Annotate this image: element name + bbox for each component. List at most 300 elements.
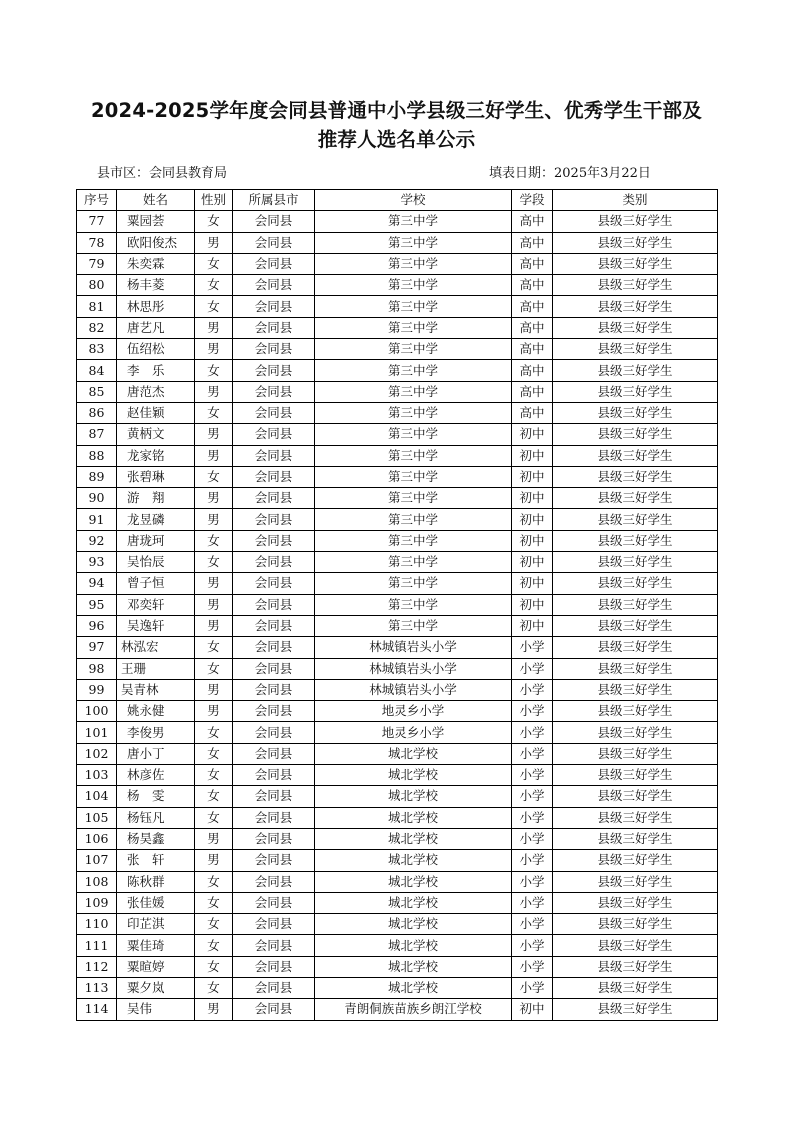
table-row [77,871,718,892]
cell-stage: 高中 [512,253,553,274]
cell-county: 会同县 [233,360,315,381]
table-row [77,956,718,977]
cell-county: 会同县 [233,999,315,1020]
cell-stage: 初中 [512,488,553,509]
cell-index: 78 [77,232,117,253]
cell-school: 城北学校 [315,743,512,764]
table-row [77,615,718,636]
cell-category: 县级三好学生 [553,871,718,892]
cell-county: 会同县 [233,850,315,871]
cell-school: 城北学校 [315,935,512,956]
cell-county: 会同县 [233,275,315,296]
cell-gender: 男 [195,679,233,700]
table-row [77,488,718,509]
cell-county: 会同县 [233,381,315,402]
cell-index: 106 [77,828,117,849]
cell-gender: 女 [195,658,233,679]
cell-category: 县级三好学生 [553,701,718,722]
cell-name: 林彦佐 [117,765,195,786]
cell-county: 会同县 [233,765,315,786]
cell-gender: 男 [195,317,233,338]
cell-stage: 小学 [512,679,553,700]
cell-name: 李 乐 [117,360,195,381]
cell-county: 会同县 [233,296,315,317]
cell-name: 杨丰菱 [117,275,195,296]
cell-gender: 女 [195,977,233,998]
cell-name: 邓奕轩 [117,594,195,615]
table-header-row [77,190,718,211]
cell-index: 87 [77,424,117,445]
cell-county: 会同县 [233,701,315,722]
cell-name: 吴青林 [117,679,195,700]
cell-index: 110 [77,914,117,935]
cell-gender: 女 [195,807,233,828]
table-row [77,424,718,445]
cell-county: 会同县 [233,637,315,658]
cell-county: 会同县 [233,424,315,445]
cell-stage: 初中 [512,530,553,551]
cell-school: 林城镇岩头小学 [315,679,512,700]
document-title-line-2: 推荐人选名单公示 [317,128,476,151]
table-row [77,743,718,764]
cell-stage: 高中 [512,339,553,360]
table-row [77,807,718,828]
cell-gender: 男 [195,424,233,445]
header-school: 学校 [315,190,512,211]
cell-category: 县级三好学生 [553,828,718,849]
cell-category: 县级三好学生 [553,935,718,956]
cell-stage: 初中 [512,509,553,530]
cell-school: 城北学校 [315,850,512,871]
cell-index: 102 [77,743,117,764]
table-row [77,317,718,338]
table-row [77,573,718,594]
cell-county: 会同县 [233,914,315,935]
cell-stage: 小学 [512,935,553,956]
cell-school: 城北学校 [315,977,512,998]
cell-category: 县级三好学生 [553,445,718,466]
cell-index: 88 [77,445,117,466]
cell-index: 108 [77,871,117,892]
cell-index: 89 [77,466,117,487]
cell-name: 黄柄文 [117,424,195,445]
cell-name: 杨昊鑫 [117,828,195,849]
table-body [77,211,718,1020]
cell-school: 城北学校 [315,765,512,786]
cell-gender: 女 [195,530,233,551]
cell-school: 林城镇岩头小学 [315,658,512,679]
cell-category: 县级三好学生 [553,850,718,871]
cell-gender: 男 [195,339,233,360]
cell-category: 县级三好学生 [553,999,718,1020]
cell-index: 95 [77,594,117,615]
cell-school: 第三中学 [315,317,512,338]
table-row [77,530,718,551]
cell-category: 县级三好学生 [553,381,718,402]
cell-county: 会同县 [233,317,315,338]
header-category: 类别 [553,190,718,211]
cell-index: 96 [77,615,117,636]
cell-index: 83 [77,339,117,360]
cell-stage: 初中 [512,552,553,573]
cell-stage: 初中 [512,424,553,445]
cell-county: 会同县 [233,552,315,573]
table-row [77,828,718,849]
cell-school: 第三中学 [315,466,512,487]
cell-gender: 女 [195,296,233,317]
cell-category: 县级三好学生 [553,360,718,381]
cell-gender: 女 [195,786,233,807]
cell-county: 会同县 [233,722,315,743]
cell-stage: 高中 [512,232,553,253]
cell-county: 会同县 [233,679,315,700]
cell-gender: 女 [195,765,233,786]
cell-category: 县级三好学生 [553,424,718,445]
cell-gender: 男 [195,701,233,722]
cell-index: 105 [77,807,117,828]
cell-stage: 小学 [512,914,553,935]
table-row [77,892,718,913]
cell-stage: 小学 [512,743,553,764]
cell-category: 县级三好学生 [553,275,718,296]
cell-stage: 高中 [512,317,553,338]
table-row [77,509,718,530]
cell-index: 104 [77,786,117,807]
cell-category: 县级三好学生 [553,914,718,935]
cell-county: 会同县 [233,977,315,998]
cell-school: 城北学校 [315,914,512,935]
table-row [77,594,718,615]
table-row [77,232,718,253]
cell-name: 李俊男 [117,722,195,743]
cell-index: 92 [77,530,117,551]
cell-category: 县级三好学生 [553,807,718,828]
cell-name: 伍绍松 [117,339,195,360]
cell-index: 97 [77,637,117,658]
cell-school: 城北学校 [315,828,512,849]
cell-stage: 小学 [512,786,553,807]
cell-gender: 女 [195,743,233,764]
cell-gender: 女 [195,722,233,743]
cell-index: 98 [77,658,117,679]
cell-category: 县级三好学生 [553,722,718,743]
cell-stage: 初中 [512,999,553,1020]
document-title-line-1: 2024-2025学年度会同县普通中小学县级三好学生、优秀学生干部及 [91,99,702,122]
cell-index: 94 [77,573,117,594]
cell-category: 县级三好学生 [553,892,718,913]
cell-gender: 男 [195,850,233,871]
table-row [77,658,718,679]
cell-county: 会同县 [233,786,315,807]
cell-name: 林泓宏 [117,637,195,658]
cell-name: 唐范杰 [117,381,195,402]
cell-index: 107 [77,850,117,871]
cell-stage: 初中 [512,615,553,636]
cell-gender: 男 [195,381,233,402]
cell-stage: 高中 [512,360,553,381]
cell-name: 吴逸轩 [117,615,195,636]
cell-category: 县级三好学生 [553,977,718,998]
cell-school: 第三中学 [315,424,512,445]
cell-name: 粟暄婷 [117,956,195,977]
header-gender: 性别 [195,190,233,211]
cell-category: 县级三好学生 [553,956,718,977]
cell-name: 粟佳琦 [117,935,195,956]
cell-school: 第三中学 [315,594,512,615]
cell-name: 陈秋群 [117,871,195,892]
cell-category: 县级三好学生 [553,296,718,317]
cell-school: 地灵乡小学 [315,701,512,722]
cell-category: 县级三好学生 [553,743,718,764]
table-row [77,977,718,998]
cell-gender: 男 [195,828,233,849]
cell-school: 第三中学 [315,530,512,551]
cell-name: 龙家铭 [117,445,195,466]
cell-gender: 女 [195,552,233,573]
cell-county: 会同县 [233,956,315,977]
cell-category: 县级三好学生 [553,530,718,551]
cell-county: 会同县 [233,743,315,764]
cell-index: 100 [77,701,117,722]
cell-index: 101 [77,722,117,743]
table-row [77,637,718,658]
table-row [77,253,718,274]
cell-stage: 小学 [512,637,553,658]
table-row [77,999,718,1020]
cell-stage: 小学 [512,977,553,998]
cell-school: 城北学校 [315,892,512,913]
cell-name: 龙昱磷 [117,509,195,530]
cell-name: 吴怡辰 [117,552,195,573]
cell-index: 84 [77,360,117,381]
fill-date-label: 填表日期：2025年3月22日 [489,166,651,181]
cell-school: 第三中学 [315,509,512,530]
cell-county: 会同县 [233,509,315,530]
cell-stage: 小学 [512,807,553,828]
cell-county: 会同县 [233,445,315,466]
cell-index: 111 [77,935,117,956]
cell-gender: 女 [195,956,233,977]
table-row [77,339,718,360]
table-row [77,275,718,296]
cell-stage: 初中 [512,573,553,594]
cell-school: 地灵乡小学 [315,722,512,743]
cell-category: 县级三好学生 [553,253,718,274]
table-row [77,914,718,935]
cell-category: 县级三好学生 [553,317,718,338]
cell-name: 粟夕岚 [117,977,195,998]
cell-county: 会同县 [233,339,315,360]
cell-county: 会同县 [233,658,315,679]
cell-stage: 高中 [512,402,553,423]
cell-category: 县级三好学生 [553,658,718,679]
cell-category: 县级三好学生 [553,679,718,700]
cell-gender: 女 [195,914,233,935]
cell-category: 县级三好学生 [553,594,718,615]
cell-county: 会同县 [233,466,315,487]
cell-school: 第三中学 [315,615,512,636]
table-row [77,381,718,402]
cell-stage: 高中 [512,211,553,232]
cell-gender: 男 [195,999,233,1020]
table-row [77,765,718,786]
cell-stage: 初中 [512,594,553,615]
cell-index: 90 [77,488,117,509]
cell-gender: 男 [195,445,233,466]
header-county: 所属县市 [233,190,315,211]
cell-index: 80 [77,275,117,296]
cell-school: 第三中学 [315,381,512,402]
cell-school: 第三中学 [315,573,512,594]
cell-name: 游 翔 [117,488,195,509]
cell-stage: 小学 [512,892,553,913]
cell-school: 第三中学 [315,360,512,381]
cell-gender: 女 [195,360,233,381]
cell-county: 会同县 [233,828,315,849]
table-row [77,402,718,423]
cell-gender: 男 [195,509,233,530]
cell-name: 王珊 [117,658,195,679]
cell-index: 109 [77,892,117,913]
cell-category: 县级三好学生 [553,488,718,509]
cell-school: 第三中学 [315,552,512,573]
cell-county: 会同县 [233,935,315,956]
cell-name: 唐小丁 [117,743,195,764]
cell-category: 县级三好学生 [553,615,718,636]
cell-name: 印芷淇 [117,914,195,935]
table-row [77,722,718,743]
cell-stage: 小学 [512,701,553,722]
cell-school: 城北学校 [315,956,512,977]
cell-name: 张佳媛 [117,892,195,913]
cell-school: 第三中学 [315,402,512,423]
cell-school: 第三中学 [315,445,512,466]
cell-index: 114 [77,999,117,1020]
cell-gender: 女 [195,211,233,232]
cell-gender: 女 [195,892,233,913]
cell-school: 城北学校 [315,786,512,807]
cell-category: 县级三好学生 [553,466,718,487]
cell-stage: 高中 [512,275,553,296]
cell-name: 杨钰凡 [117,807,195,828]
cell-index: 77 [77,211,117,232]
county-label: 县市区：会同县教育局 [97,166,228,181]
cell-stage: 小学 [512,956,553,977]
cell-gender: 女 [195,253,233,274]
cell-index: 103 [77,765,117,786]
cell-category: 县级三好学生 [553,509,718,530]
cell-index: 85 [77,381,117,402]
cell-index: 99 [77,679,117,700]
cell-category: 县级三好学生 [553,573,718,594]
cell-county: 会同县 [233,232,315,253]
cell-name: 粟园荟 [117,211,195,232]
header-name: 姓名 [117,190,195,211]
cell-index: 93 [77,552,117,573]
table-row [77,360,718,381]
cell-name: 朱奕霖 [117,253,195,274]
cell-name: 欧阳俊杰 [117,232,195,253]
cell-stage: 小学 [512,658,553,679]
cell-school: 第三中学 [315,253,512,274]
cell-county: 会同县 [233,253,315,274]
cell-gender: 女 [195,637,233,658]
student-list-table [76,189,718,1021]
cell-category: 县级三好学生 [553,552,718,573]
cell-county: 会同县 [233,530,315,551]
cell-stage: 初中 [512,445,553,466]
cell-gender: 男 [195,594,233,615]
cell-name: 张碧琳 [117,466,195,487]
cell-county: 会同县 [233,615,315,636]
cell-stage: 小学 [512,828,553,849]
cell-category: 县级三好学生 [553,402,718,423]
cell-gender: 男 [195,488,233,509]
cell-gender: 女 [195,402,233,423]
cell-school: 第三中学 [315,275,512,296]
cell-county: 会同县 [233,402,315,423]
cell-stage: 小学 [512,850,553,871]
header-stage: 学段 [512,190,553,211]
table-row [77,679,718,700]
cell-gender: 男 [195,232,233,253]
cell-category: 县级三好学生 [553,211,718,232]
cell-name: 曾子恒 [117,573,195,594]
cell-stage: 高中 [512,296,553,317]
cell-stage: 高中 [512,381,553,402]
cell-category: 县级三好学生 [553,765,718,786]
cell-county: 会同县 [233,892,315,913]
table-row [77,211,718,232]
cell-index: 113 [77,977,117,998]
cell-school: 第三中学 [315,296,512,317]
cell-stage: 小学 [512,871,553,892]
cell-index: 82 [77,317,117,338]
cell-category: 县级三好学生 [553,637,718,658]
cell-school: 第三中学 [315,232,512,253]
cell-name: 杨 雯 [117,786,195,807]
cell-school: 林城镇岩头小学 [315,637,512,658]
cell-name: 林思彤 [117,296,195,317]
cell-county: 会同县 [233,594,315,615]
cell-name: 吴伟 [117,999,195,1020]
cell-school: 第三中学 [315,339,512,360]
cell-stage: 初中 [512,466,553,487]
cell-index: 79 [77,253,117,274]
cell-category: 县级三好学生 [553,786,718,807]
cell-stage: 小学 [512,722,553,743]
table-row [77,296,718,317]
cell-index: 112 [77,956,117,977]
cell-gender: 男 [195,615,233,636]
cell-county: 会同县 [233,488,315,509]
cell-county: 会同县 [233,871,315,892]
table-row [77,935,718,956]
cell-school: 第三中学 [315,211,512,232]
cell-name: 姚永健 [117,701,195,722]
cell-index: 91 [77,509,117,530]
cell-stage: 小学 [512,765,553,786]
cell-county: 会同县 [233,211,315,232]
header-index: 序号 [77,190,117,211]
cell-category: 县级三好学生 [553,232,718,253]
table-row [77,552,718,573]
cell-name: 唐艺凡 [117,317,195,338]
table-row [77,850,718,871]
cell-name: 张 轩 [117,850,195,871]
cell-category: 县级三好学生 [553,339,718,360]
cell-gender: 女 [195,871,233,892]
